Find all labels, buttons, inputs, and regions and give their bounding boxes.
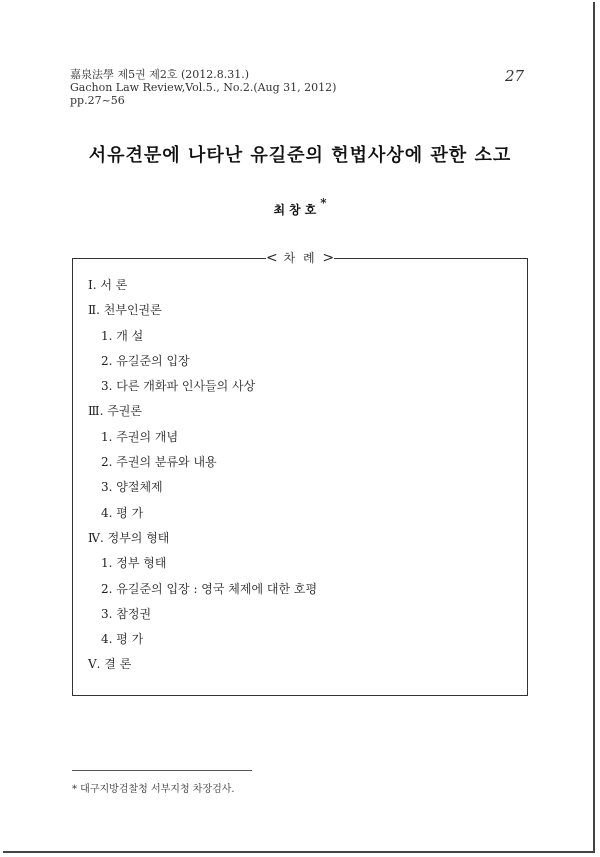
caption-right-bracket: > xyxy=(322,250,335,266)
toc-item: 1. 주권의 개념 xyxy=(101,429,179,444)
toc-item: 3. 양절체제 xyxy=(101,480,163,495)
toc-item: Ⅴ. 결 론 xyxy=(88,657,132,672)
page-range: pp.27~56 xyxy=(70,94,125,107)
toc-item: Ⅳ. 정부의 형태 xyxy=(88,530,170,545)
toc-item: Ⅲ. 주권론 xyxy=(88,404,142,419)
page-number: 27 xyxy=(505,67,525,85)
toc-item: 3. 다른 개화파 인사들의 사상 xyxy=(101,379,256,394)
toc-item: I. 서 론 xyxy=(88,278,128,292)
toc-item: 2. 유길준의 입장 : 영국 체제에 대한 호평 xyxy=(101,581,318,596)
toc-item: 1. 개 설 xyxy=(101,328,144,343)
toc-item: 4. 평 가 xyxy=(101,505,144,520)
toc-item: 2. 유길준의 입장 xyxy=(101,353,190,368)
toc-item: 2. 주권의 분류와 내용 xyxy=(101,455,217,470)
caption-text: 차 례 xyxy=(283,251,317,265)
footnote: * 대구지방검찰청 서부지청 차장검사. xyxy=(72,784,235,795)
paper-title: 서유견문에 나타난 유길준의 헌법사상에 관한 소고 xyxy=(88,145,512,166)
toc-item: 4. 평 가 xyxy=(101,632,144,647)
table-of-contents-caption xyxy=(266,250,334,266)
caption-left-bracket: < xyxy=(266,250,278,266)
journal-header xyxy=(70,68,336,107)
toc-item: 1. 정부 형태 xyxy=(101,556,167,571)
toc-item: Ⅱ. 천부인권론 xyxy=(88,303,162,318)
footnote-divider xyxy=(72,770,252,771)
toc-list xyxy=(88,273,317,678)
journal-citation: 嘉泉法學 제5권 제2호 (2012.8.31.) xyxy=(70,68,250,81)
author-name: 최창호 xyxy=(273,203,321,217)
journal-citation-english: Gachon Law Review,Vol.5., No.2.(Aug 31, 2012) xyxy=(70,81,337,94)
author-footnote-mark: * xyxy=(320,196,327,210)
toc-item: 3. 참정권 xyxy=(101,606,152,621)
author xyxy=(0,198,600,218)
